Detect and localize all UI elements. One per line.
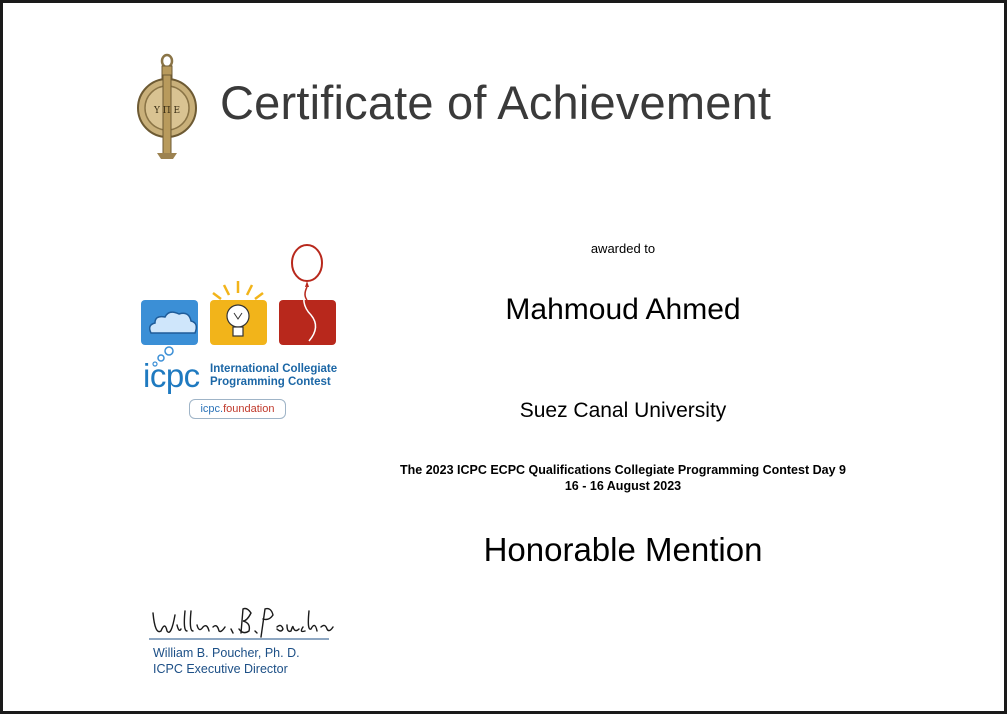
seal-letters: Υ Π Ε — [153, 106, 181, 116]
foundation-part1: icpc. — [200, 403, 224, 415]
institution-name: Suez Canal University — [519, 399, 727, 422]
signatory-name: William B. Poucher, Ph. D. — [153, 646, 300, 660]
icpc-foundation-link[interactable] — [189, 399, 286, 419]
certificate-page — [3, 3, 1004, 711]
icpc-acronym: icpc — [143, 357, 200, 394]
certificate-title: Certificate of Achievement — [220, 76, 772, 129]
icpc-fullname — [210, 363, 337, 389]
award-title: Honorable Mention — [483, 531, 763, 568]
recipient-name: Mahmoud Ahmed — [505, 293, 741, 326]
awarded-label: awarded to — [590, 241, 656, 256]
icpc-fullname-line2: Programming Contest — [210, 376, 331, 388]
icpc-fullname-line1: International Collegiate — [210, 363, 338, 375]
contest-dates: 16 - 16 August 2023 — [564, 479, 682, 493]
signature-image — [147, 601, 337, 645]
contest-name: The 2023 ICPC ECPC Qualifications Collegiate Programming Contest Day 9 — [400, 463, 846, 477]
contest-info — [323, 462, 923, 494]
icpc-medal-icon — [135, 53, 199, 161]
signatory-role: ICPC Executive Director — [153, 662, 288, 676]
foundation-part2: foundation — [223, 403, 275, 415]
